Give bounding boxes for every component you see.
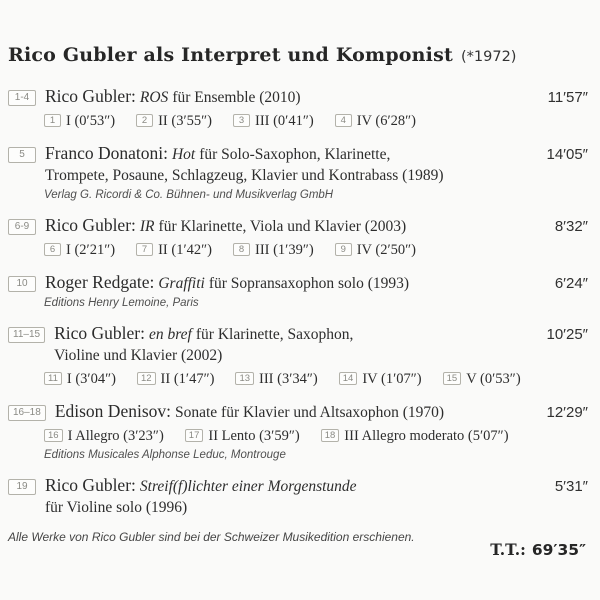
movement-label: IV (2′50″) [356,242,417,258]
track-number-badge: 19 [8,479,36,495]
work-title-rest: für Klarinette, Viola und Klavier (2003) [158,218,407,235]
movement [335,111,416,131]
total-time-label: T.T.: [490,540,526,559]
composer-name: Rico Gubler: [45,86,136,106]
movement-label: III Allegro moderato (5′07″) [344,428,509,444]
movement-label: I Allegro (3′23″) [67,428,164,444]
track-entry [8,215,588,260]
track-number-badge: 6-9 [8,219,36,235]
movement-badge: 2 [136,114,153,127]
movement-label: I (3′04″) [66,371,116,387]
movement-label: II (1′47″) [160,371,215,387]
publisher-note: Editions Henry Lemoine, Paris [44,297,199,309]
work-title-line2: Violine und Klavier (2002) [54,347,223,364]
movement-badge: 13 [235,372,254,385]
movement-label: IV (1′07″) [362,371,422,387]
work-title-line2: für Violine solo (1996) [45,499,188,516]
movement-badge: 4 [335,114,352,127]
track-entry [8,475,588,518]
work-title-rest: für Ensemble (2010) [172,89,301,106]
composer-name: Edison Denisov: [54,401,171,421]
track-duration: 6′24″ [554,275,588,292]
movement-badge: 9 [335,243,352,256]
movement-label: II (3′55″) [158,113,212,129]
track-entry [8,86,588,131]
composer-name: Franco Donatoni: [45,143,168,163]
track-duration: 5′31″ [554,478,588,495]
work-title-rest: für Sopransaxophon solo (1993) [208,275,410,292]
movement-label: V (0′53″) [466,371,521,387]
track-number-badge: 5 [8,147,36,163]
publisher-note: Editions Musicales Alphonse Leduc, Montrouge [44,449,286,461]
work-title: ROS [139,89,169,106]
movement-badge: 17 [185,429,204,442]
movement-list [44,240,588,260]
movement-label: IV (6′28″) [356,113,417,129]
work-title: IR [139,218,155,235]
work-title: Streif(f)lichter einer Morgenstunde [139,478,357,495]
movement-badge: 16 [44,429,63,442]
movement [136,240,212,260]
movement-label: II (1′42″) [158,242,212,258]
track-number-badge: 1-4 [8,90,36,106]
movement-badge: 8 [233,243,250,256]
track-duration: 12′29″ [546,404,588,421]
work-title: en bref [148,326,192,343]
composer-name: Rico Gubler: [45,215,136,235]
work-title: Hot [171,146,196,163]
movement-badge: 18 [321,429,340,442]
work-title-rest: für Klarinette, Saxophon, [195,326,354,343]
movement [44,111,115,131]
track-duration: 11′57″ [547,89,588,106]
publisher-note: Verlag G. Ricordi & Co. Bühnen- und Musikverlag GmbH [44,189,334,201]
total-time-value: 69′35″ [531,541,586,559]
movement [137,369,214,389]
composer-name: Rico Gubler: [45,475,136,495]
movement [321,426,509,446]
movement [233,240,314,260]
movement [443,369,521,389]
movement [185,426,300,446]
movement-badge: 3 [233,114,250,127]
track-entry [8,401,588,463]
movement-badge: 11 [44,372,62,385]
track-duration: 14′05″ [546,146,588,163]
movement [44,369,116,389]
movement-label: I (0′53″) [66,113,116,129]
page-title: Rico Gubler als Interpret und Komponist [8,44,453,66]
track-number-badge: 11–15 [8,327,45,343]
movement-list [44,426,588,446]
movement-badge: 1 [44,114,61,127]
footnote: Alle Werke von Rico Gubler sind bei der Schweizer Musikedition erschienen. [8,530,415,544]
track-entry [8,272,588,311]
work-title-rest: für Solo-Saxophon, Klarinette, [199,146,391,163]
track-number-badge: 10 [8,276,36,292]
track-duration: 8′32″ [554,218,588,235]
movement-list [44,111,588,131]
movement-label: III (0′41″) [254,113,314,129]
movement-label: I (2′21″) [66,242,116,258]
movement [44,240,115,260]
movement-badge: 15 [443,372,462,385]
movement-badge: 6 [44,243,61,256]
track-number-badge: 16–18 [8,405,46,421]
composer-name: Rico Gubler: [54,323,145,343]
movement-badge: 12 [137,372,156,385]
track-duration: 10′25″ [546,326,588,343]
work-title: Graffiti [158,275,205,292]
total-time [490,540,586,560]
movement [339,369,422,389]
movement [136,111,212,131]
track-entry [8,323,588,389]
movement [233,111,314,131]
movement-badge: 14 [339,372,358,385]
movement-label: III (3′34″) [259,371,318,387]
movement-badge: 7 [136,243,153,256]
movement-label: III (1′39″) [254,242,314,258]
movement [335,240,416,260]
movement-list [44,369,588,389]
track-entry [8,143,588,203]
movement-label: II Lento (3′59″) [208,428,300,444]
composer-name: Roger Redgate: [45,272,155,292]
movement [44,426,164,446]
movement [235,369,317,389]
composer-birth-year: (*1972) [460,49,517,65]
header [8,44,588,66]
work-title-line2: Trompete, Posaune, Schlagzeug, Klavier und Kontrabass (1989) [45,167,444,184]
work-title-rest: Sonate für Klavier und Altsaxophon (1970) [175,404,445,421]
